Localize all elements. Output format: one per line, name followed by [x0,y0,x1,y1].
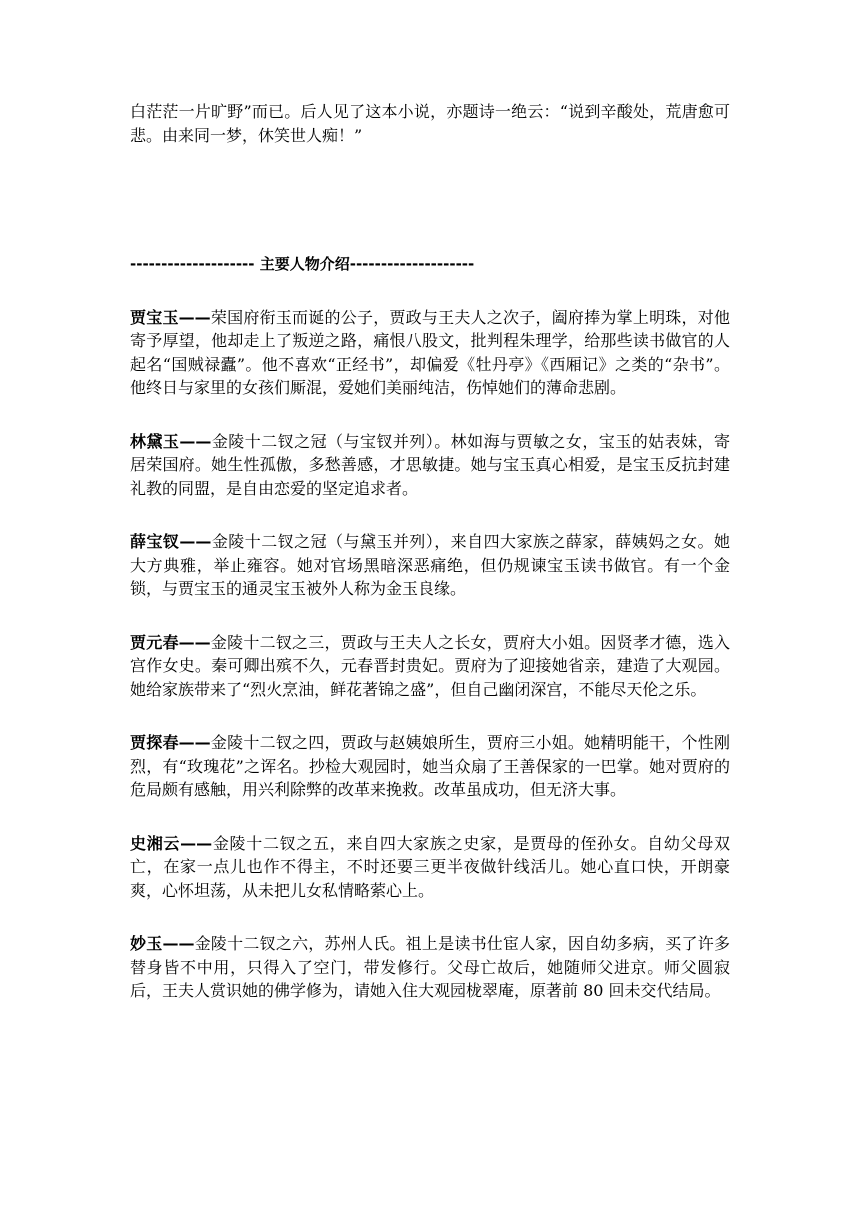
character-entry-jia-yuanchun [130,631,730,702]
character-name: 薛宝钗—— [130,532,212,551]
character-description: 金陵十二钗之四，贾政与赵姨娘所生，贾府三小姐。她精明能干，个性刚烈，有“玫瑰花”之诨名。抄检大观园时，她当众扇了王善保家的一巴掌。她对贾府的危局颇有感触，用兴利除弊的改革来挽救。改革虽成功，但无济大事。 [130,733,730,799]
character-description: 金陵十二钗之三，贾政与王夫人之长女，贾府大小姐。因贤孝才德，选入宫作女史。秦可卿出殡不久，元春晋封贵妃。贾府为了迎接她省亲，建造了大观园。她给家族带来了“烈火烹油，鲜花著锦之盛”，但自己幽闭深宫，不能尽天伦之乐。 [130,632,730,699]
character-description: 金陵十二钗之冠（与黛玉并列），来自四大家族之薛家，薛姨妈之女。她大方典雅，举止雍容。她对官场黑暗深恶痛绝，但仍规谏宝玉读书做官。有一个金锁，与贾宝玉的通灵宝玉被外人称为金玉良缘。 [130,532,730,598]
character-description: 金陵十二钗之冠（与宝钗并列）。林如海与贾敏之女，宝玉的姑表妹，寄居荣国府。她生性孤傲，多愁善感，才思敏捷。她与宝玉真心相爱，是宝玉反抗封建礼教的同盟，是自由恋爱的坚定追求者。 [130,431,730,498]
character-description: 金陵十二钗之五，来自四大家族之史家，是贾母的侄孙女。自幼父母双亡，在家一点儿也作不得主，不时还要三更半夜做针线活儿。她心直口快，开朗豪爽，心怀坦荡，从未把儿女私情略萦心上。 [130,833,730,900]
section-separator: -------------------- 主要人物介绍-------------------- [130,255,475,273]
intro-paragraph: 白茫茫一片旷野”而已。后人见了这本小说，亦题诗一绝云：“说到辛酸处，荒唐愈可悲。由来同一梦，休笑世人痴！” [130,102,730,145]
character-name: 史湘云—— [130,833,213,853]
character-entry-lin-daiyu [130,430,730,501]
character-entry-jia-tanchun [130,731,730,802]
character-name: 林黛玉—— [130,431,212,451]
character-description: 金陵十二钗之六，苏州人氏。祖上是读书仕宦人家，因自幼多病，买了许多替身皆不中用，只得入了空门，带发修行。父母亡故后，她随师父进京。师父圆寂后，王夫人赏识她的佛学修为，请她入住大观园栊翠庵，原著前 80 回未交代结局。 [130,934,730,1000]
document-page [130,100,730,1003]
character-entry-shi-xiangyun [130,832,730,903]
character-name: 贾宝玉—— [130,307,211,327]
character-name: 妙玉—— [130,934,195,953]
character-entry-jia-baoyu [130,306,730,400]
character-description: 荣国府衔玉而诞的公子，贾政与王夫人之次子，阖府捧为掌上明珠，对他寄予厚望，他却走上了叛逆之路，痛恨八股文，批判程朱理学，给那些读书做官的人起名“国贼禄蠹”。他不喜欢“正经书”，却偏爱《牡丹亭》《西厢记》之类的“杂书”。他终日与家里的女孩们厮混，爱她们美丽纯洁，伤悼她们的薄命悲剧。 [130,307,730,397]
character-name: 贾探春—— [130,733,211,752]
character-name: 贾元春—— [130,632,211,652]
character-entry-miaoyu [130,932,730,1003]
character-entry-xue-baochai [130,530,730,601]
